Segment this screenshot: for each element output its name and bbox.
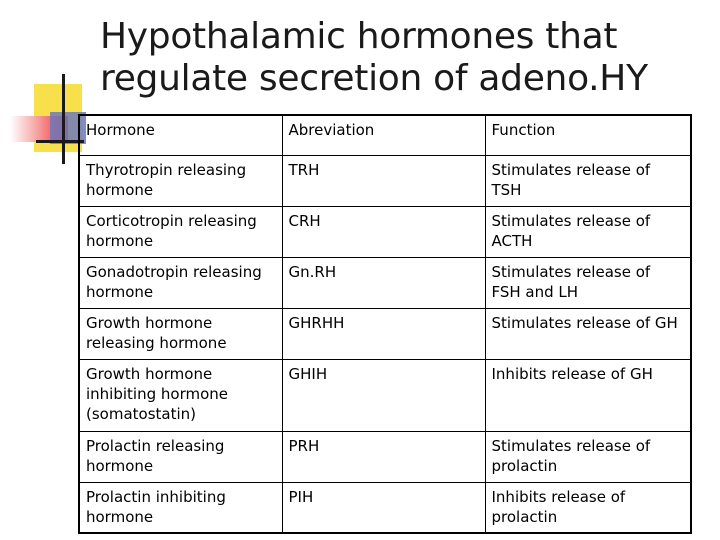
cell-abbreviation: TRH [282,155,485,206]
cell-function: Stimulates release of prolactin [485,431,691,482]
cell-abbreviation: GHIH [282,359,485,431]
cell-function: Inhibits release of GH [485,359,691,431]
table-row [79,155,691,206]
cell-hormone: Gonadotropin releasing hormone [79,257,282,308]
table-row [79,308,691,359]
cell-function: Stimulates release of TSH [485,155,691,206]
table-row [79,431,691,482]
cell-abbreviation: PRH [282,431,485,482]
table-row [79,359,691,431]
decorative-vertical-line [62,74,65,164]
cell-hormone: Growth hormone inhibiting hormone (somatostatin) [79,359,282,431]
table-row [79,257,691,308]
cell-hormone: Growth hormone releasing hormone [79,308,282,359]
hormone-table [78,114,692,534]
cell-abbreviation: Gn.RH [282,257,485,308]
cell-hormone: Corticotropin releasing hormone [79,206,282,257]
slide-title-line-1: Hypothalamic hormones that [100,16,618,57]
cell-abbreviation: CRH [282,206,485,257]
cell-hormone: Prolactin inhibiting hormone [79,482,282,533]
cell-abbreviation: PIH [282,482,485,533]
cell-hormone: Prolactin releasing hormone [79,431,282,482]
cell-function: Inhibits release of prolactin [485,482,691,533]
header-hormone: Hormone [79,115,282,155]
header-abbreviation: Abreviation [282,115,485,155]
table-row [79,206,691,257]
slide-title [100,16,700,100]
header-function: Function [485,115,691,155]
decorative-horizontal-line [36,140,84,143]
cell-function: Stimulates release of ACTH [485,206,691,257]
slide-title-line-2: regulate secretion of adeno.HY [100,58,648,99]
cell-function: Stimulates release of FSH and LH [485,257,691,308]
cell-function: Stimulates release of GH [485,308,691,359]
table-row [79,482,691,533]
cell-hormone: Thyrotropin releasing hormone [79,155,282,206]
table-header-row [79,115,691,155]
cell-abbreviation: GHRHH [282,308,485,359]
